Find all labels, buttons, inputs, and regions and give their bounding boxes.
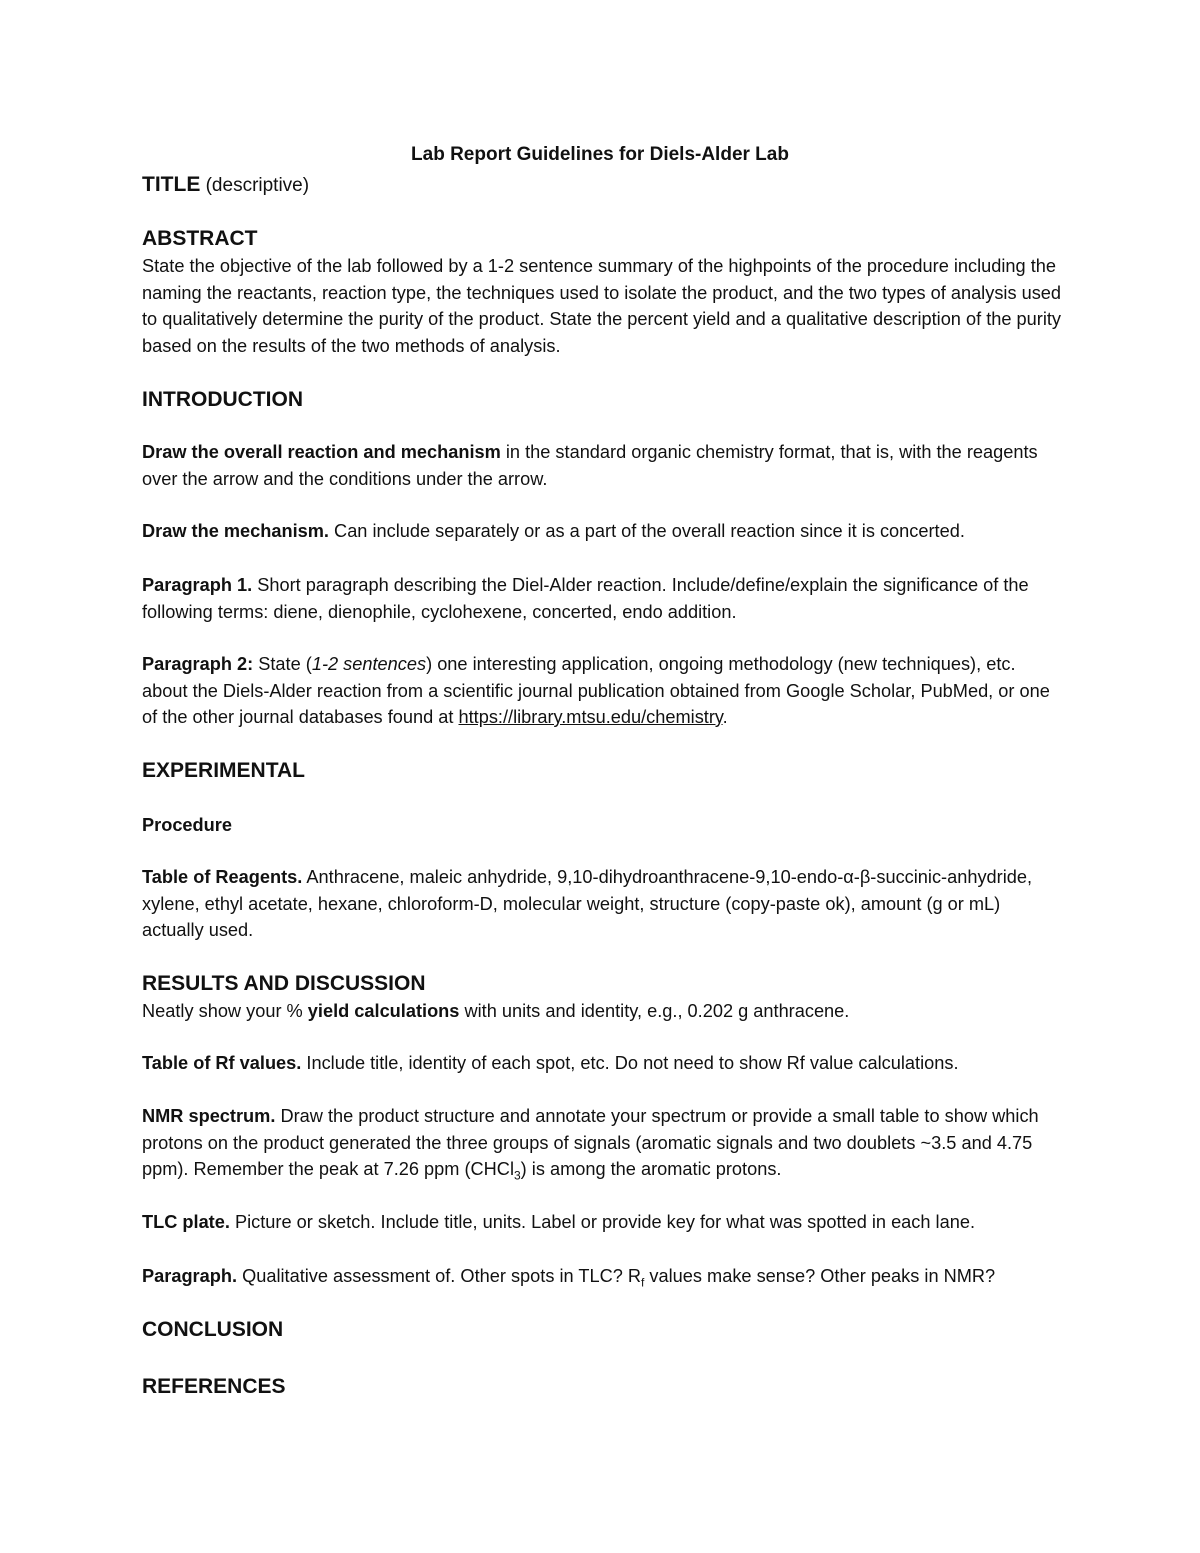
assessment-subscript: f <box>641 1275 645 1290</box>
paragraph-1 <box>142 572 1062 625</box>
nmr-text-a: Draw the product structure and annotate your spectrum or provide a small table to show which protons on the product generated the three groups of signals (aromatic signals and two doublets ~3.5 and 4.75 ppm). Remember the peak at 7.26 ppm (CHCl <box>142 1106 1039 1179</box>
mechanism-label: Draw the mechanism. <box>142 521 329 541</box>
mechanism-paragraph <box>142 518 1062 545</box>
paragraph-1-label: Paragraph 1. <box>142 575 253 595</box>
title-label: TITLE <box>142 173 201 196</box>
nmr-label: NMR spectrum. <box>142 1106 276 1126</box>
paragraph-2-italic: 1-2 sentences <box>311 654 427 674</box>
assessment-label: Paragraph. <box>142 1266 238 1286</box>
assessment-text-a: Qualitative assessment of. Other spots in TLC? R <box>237 1266 642 1286</box>
overall-reaction-label: Draw the overall reaction and mechanism <box>142 442 501 462</box>
assessment-paragraph <box>142 1263 1062 1290</box>
references-heading: REFERENCES <box>142 1375 286 1398</box>
rf-values-text: Include title, identity of each spot, etc. Do not need to show Rf value calculations. <box>301 1053 959 1073</box>
paragraph-1-text: Short paragraph describing the Diel-Alder reaction. Include/define/explain the significance of the following terms: diene, dienophile, cyclohexene, concerted, endo addition. <box>142 575 1029 622</box>
mechanism-text: Can include separately or as a part of the overall reaction since it is concerted. <box>329 521 965 541</box>
library-link[interactable]: https://library.mtsu.edu/chemistry <box>458 707 723 727</box>
paragraph-2-text-b: ) one interesting application, ongoing methodology (new techniques), etc. about the Diels-Alder reaction from a scientific journal publication obtained from Google Scholar, PubMed, or one of the other journal databases found at <box>142 654 1050 727</box>
yield-label: yield calculations <box>307 1001 460 1021</box>
nmr-text-b: ) is among the aromatic protons. <box>520 1159 782 1179</box>
yield-text-b: with units and identity, e.g., 0.202 g anthracene. <box>459 1001 850 1021</box>
document-title: Lab Report Guidelines for Diels-Alder Lab <box>411 144 789 165</box>
results-heading: RESULTS AND DISCUSSION <box>142 972 426 995</box>
introduction-heading: INTRODUCTION <box>142 388 303 411</box>
conclusion-heading: CONCLUSION <box>142 1318 284 1341</box>
overall-reaction-text: in the standard organic chemistry format, that is, with the reagents over the arrow and the conditions under the arrow. <box>142 442 1038 489</box>
experimental-heading: EXPERIMENTAL <box>142 759 305 782</box>
table-of-reagents-paragraph <box>142 864 1062 944</box>
abstract-text: State the objective of the lab followed by a 1-2 sentence summary of the highpoints of the procedure including the naming the reactants, reaction type, the techniques used to isolate the product, and the two types of analysis used to qualitatively determine the purity of the product. State the percent yield and a qualitative description of the purity based on the results of the two methods of analysis. <box>142 256 1062 356</box>
yield-paragraph <box>142 998 1062 1025</box>
paragraph-2-text-a: State ( <box>253 654 312 674</box>
nmr-subscript: 3 <box>513 1168 521 1183</box>
table-of-reagents-text: Anthracene, maleic anhydride, 9,10-dihydroanthracene-9,10-endo-α-β-succinic-anhydride, xylene, ethyl acetate, hexane, chloroform-D, molecular weight, structure (copy-paste ok), amount (g or mL) actually used. <box>142 867 1033 940</box>
yield-text-a: Neatly show your % <box>142 1001 308 1021</box>
title-section <box>142 172 1062 199</box>
table-of-reagents-label: Table of Reagents. <box>142 867 303 887</box>
overall-reaction-paragraph <box>142 439 1062 492</box>
assessment-text-b: values make sense? Other peaks in NMR? <box>644 1266 996 1286</box>
tlc-label: TLC plate. <box>142 1212 230 1232</box>
paragraph-2-text-c: . <box>722 707 728 727</box>
nmr-paragraph <box>142 1103 1062 1183</box>
tlc-text: Picture or sketch. Include title, units. Label or provide key for what was spotted in each lane. <box>229 1212 975 1232</box>
procedure-heading: Procedure <box>142 815 232 835</box>
tlc-paragraph <box>142 1209 1062 1236</box>
abstract-heading: ABSTRACT <box>142 227 258 250</box>
title-note: (descriptive) <box>200 175 310 196</box>
rf-values-paragraph <box>142 1050 1062 1077</box>
paragraph-2 <box>142 651 1062 731</box>
paragraph-2-label: Paragraph 2: <box>142 654 254 674</box>
rf-values-label: Table of Rf values. <box>142 1053 302 1073</box>
